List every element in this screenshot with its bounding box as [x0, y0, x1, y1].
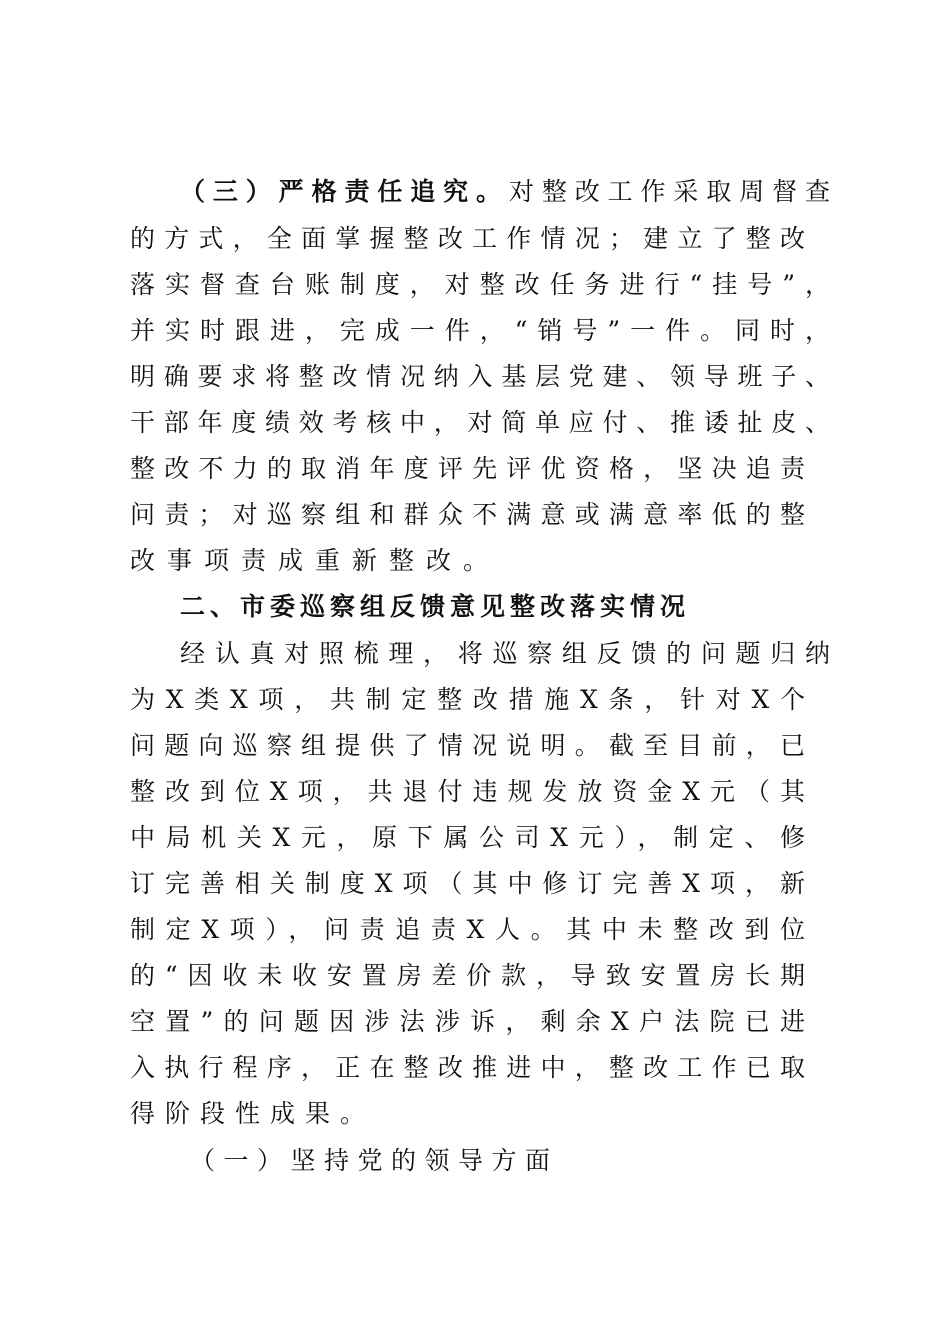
section-two-line-11: 得阶段性成果。: [130, 1099, 376, 1128]
section-two-line-5: 中局机关X元，原下属公司X元），制定、修: [130, 823, 805, 852]
section-three-line-8: 问责；对巡察组和群众不满意或满意率低的整: [130, 500, 805, 529]
section-two-line-6: 订完善相关制度X项（其中修订完善X项，新: [130, 869, 805, 898]
section-three-line-3: 落实督查台账制度，对整改任务进行“挂号”，: [130, 270, 830, 299]
section-two-line-10: 入执行程序，正在整改推进中，整改工作已取: [130, 1053, 805, 1082]
section-three-line-1: [180, 176, 830, 208]
section-three-line-9: 改事项责成重新整改。: [130, 546, 501, 575]
section-two-line-7: 制定X项），问责追责X人。其中未整改到位: [130, 915, 805, 944]
section-three-line-6: 干部年度绩效考核中，对简单应付、推诿扯皮、: [130, 408, 830, 437]
section-three-line-1-text: 对整改工作采取周督查: [508, 177, 830, 206]
section-three-title: （三）严格责任追究。: [180, 177, 509, 206]
section-three-line-5: 明确要求将整改情况纳入基层党建、领导班子、: [130, 362, 830, 391]
section-two-line-1: 经认真对照梳理，将巡察组反馈的问题归纳: [180, 639, 830, 668]
section-three-line-2: 的方式，全面掌握整改工作情况；建立了整改: [130, 224, 805, 253]
section-two-line-2: 为X类X项，共制定整改措施X条，针对X个: [130, 685, 805, 714]
section-two-heading: 二、市委巡察组反馈意见整改落实情况: [180, 592, 691, 621]
section-two-line-3: 问题向巡察组提供了情况说明。截至目前，已: [130, 731, 805, 760]
section-two-line-4: 整改到位X项，共退付违规发放资金X元（其: [130, 777, 805, 806]
section-three-line-7: 整改不力的取消年度评先评优资格，坚决追责: [130, 454, 805, 483]
subsection-one-heading: （一）坚持党的领导方面: [190, 1146, 550, 1175]
section-two-line-8: 的“因收未收安置房差价款，导致安置房长期: [130, 961, 805, 990]
section-three-line-4: 并实时跟进，完成一件，“销号”一件。同时，: [130, 316, 830, 345]
section-two-line-9: 空置”的问题因涉法涉诉，剩余X户法院已进: [130, 1007, 805, 1036]
